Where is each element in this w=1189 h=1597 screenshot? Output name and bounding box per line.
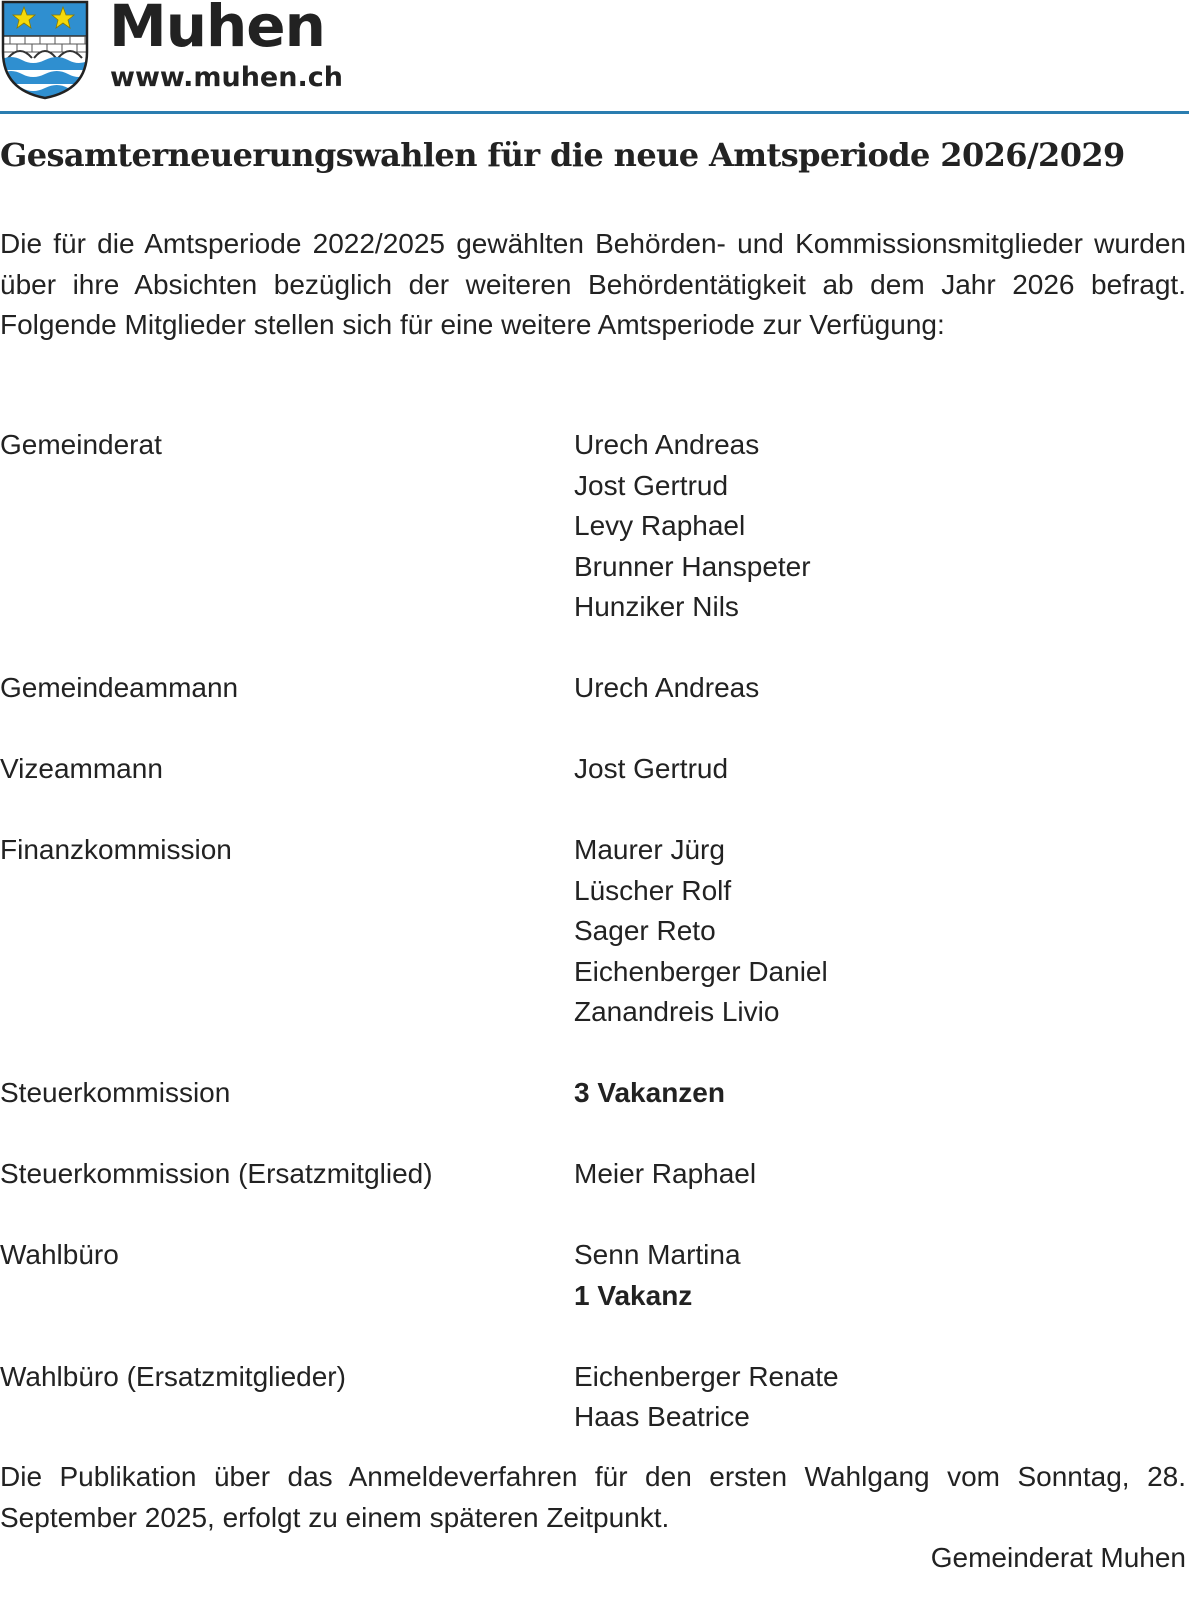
page-title: Gesamterneuerungswahlen für die neue Amtsperiode 2026/2029 (0, 136, 1125, 174)
member-name: Zanandreis Livio (574, 996, 780, 1027)
group-members (574, 1357, 1189, 1438)
member-name: Meier Raphael (574, 1158, 757, 1189)
group-label: Steuerkommission (0, 1077, 231, 1108)
roster-group (0, 1154, 1189, 1195)
member-name: Haas Beatrice (574, 1401, 750, 1432)
member-name: Lüscher Rolf (574, 874, 732, 906)
group-members (574, 749, 1189, 790)
member-name: Hunziker Nils (574, 591, 739, 622)
group-label: Steuerkommission (Ersatzmitglied) (0, 1158, 433, 1189)
candidate-roster (0, 425, 1189, 1478)
outro-paragraph: Die Publikation über das Anmeldeverfahren für den ersten Wahlgang vom Sonntag, 28. September 2025, erfolgt zu einem späteren Zeitpunkt. (0, 1461, 1186, 1533)
vacancy-entry: 1 Vakanz (574, 1279, 693, 1311)
group-label: Gemeinderat (0, 429, 162, 460)
header-divider (0, 111, 1189, 114)
roster-group (0, 830, 1189, 1033)
group-label: Wahlbüro (Ersatzmitglieder) (0, 1360, 346, 1392)
vacancy-entry: 3 Vakanzen (574, 1077, 725, 1108)
group-label: Finanzkommission (0, 834, 232, 865)
group-label: Vizeammann (0, 753, 163, 784)
member-name: Sager Reto (574, 915, 716, 946)
group-label: Gemeindeammann (0, 672, 239, 703)
brand-name: Muhen (109, 0, 325, 60)
roster-group (0, 1073, 1189, 1114)
member-name: Eichenberger Daniel (574, 955, 828, 987)
member-name: Eichenberger Renate (574, 1360, 839, 1392)
member-name: Brunner Hanspeter (574, 550, 811, 582)
roster-group (0, 668, 1189, 709)
group-label: Wahlbüro (0, 1239, 119, 1270)
group-members (574, 668, 1189, 709)
member-name: Urech Andreas (574, 672, 760, 703)
roster-group (0, 1235, 1189, 1316)
group-members (574, 1235, 1189, 1316)
intro-paragraph: Die für die Amtsperiode 2022/2025 gewählten Behörden- und Kommissionsmitglieder wurden über ihre Absichten bezüglich der weiteren Behördentätigkeit ab dem Jahr 2026 befragt. Folgende Mitglieder stellen sich für eine weitere Amtsperiode zur Verfügung: (0, 228, 1186, 340)
member-name: Jost Gertrud (574, 469, 729, 501)
roster-group (0, 425, 1189, 628)
muhen-coat-of-arms-icon (0, 0, 90, 100)
brand-url[interactable]: www.muhen.ch (110, 62, 343, 93)
roster-group (0, 749, 1189, 790)
group-members (574, 1154, 1189, 1195)
signature: Gemeinderat Muhen (930, 1542, 1186, 1573)
member-name: Maurer Jürg (574, 834, 725, 865)
member-name: Jost Gertrud (574, 753, 729, 784)
group-members (574, 1073, 1189, 1114)
member-name: Senn Martina (574, 1239, 741, 1270)
group-members (574, 425, 1189, 628)
member-name: Urech Andreas (574, 429, 760, 460)
roster-group (0, 1357, 1189, 1438)
group-members (574, 830, 1189, 1033)
member-name: Levy Raphael (574, 510, 746, 541)
page-header (0, 0, 1189, 112)
